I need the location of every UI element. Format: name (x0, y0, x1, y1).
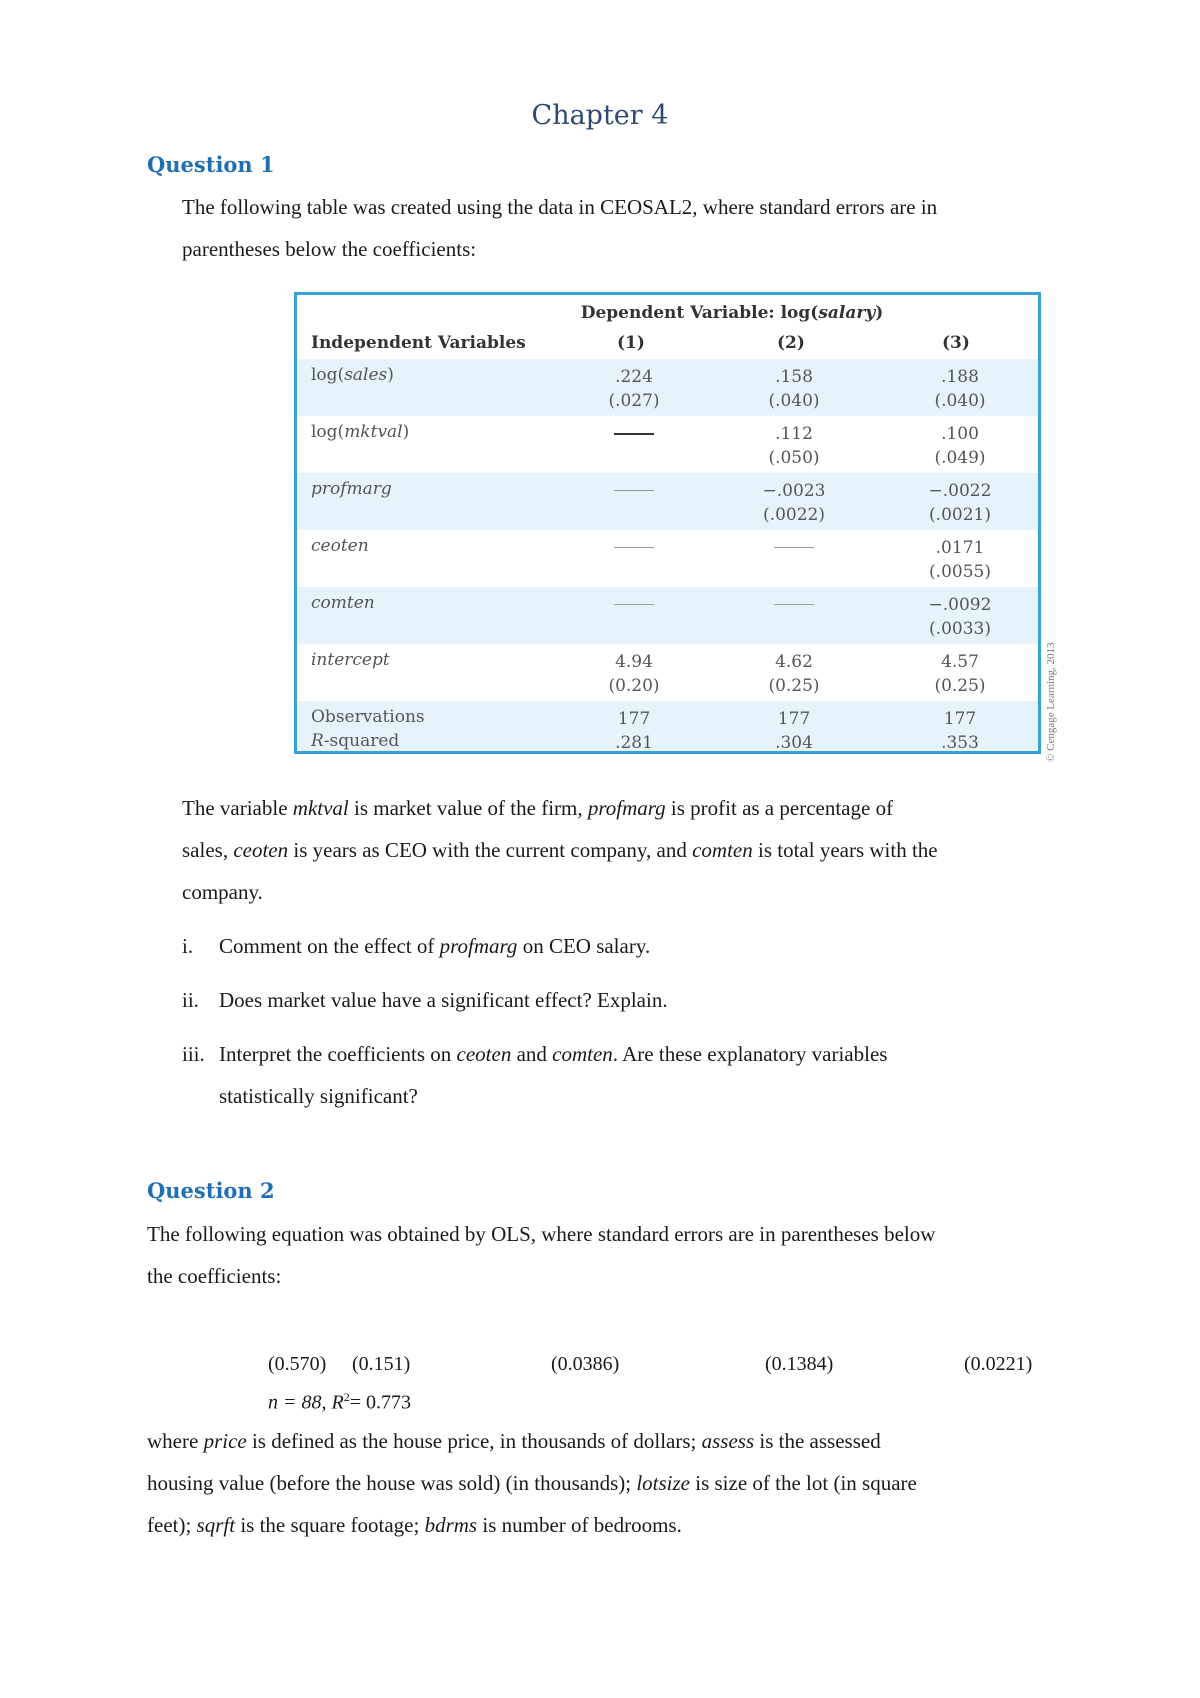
r2-value: = 0.773 (349, 1391, 411, 1414)
col-header-1: (1) (617, 333, 645, 353)
obs-1: 177 (617, 709, 651, 729)
table-row (297, 587, 1038, 644)
t: is the assessed (754, 1429, 881, 1453)
item-num-iii: iii. (182, 1042, 205, 1066)
copyright-credit: © Cengage Learning, 2013 (1045, 642, 1057, 762)
var-lotsize: lotsize (636, 1471, 690, 1495)
q1-desc-line2 (182, 829, 1062, 871)
table-row (297, 473, 1038, 530)
coef-3: .100 (941, 424, 979, 444)
empty-cell-dash (614, 547, 654, 548)
independent-variables-header: Independent Variables (311, 333, 526, 353)
empty-cell-dash (614, 604, 654, 605)
dep-prefix: Dependent Variable: log( (580, 303, 819, 323)
coef-3: −.0022 (928, 481, 992, 501)
table-row (297, 530, 1038, 587)
item-num-i: i. (182, 934, 194, 958)
question-2-heading: Question 2 (147, 1178, 275, 1203)
question-1-heading: Question 1 (147, 152, 275, 177)
observations-label: Observations (311, 707, 425, 727)
se-3: (.0021) (929, 505, 991, 525)
var-assess: assess (701, 1429, 755, 1453)
item-i-text (219, 925, 650, 967)
t: is number of bedrooms. (477, 1513, 682, 1537)
table-row (297, 644, 1038, 701)
t: . Are these explanatory variables (612, 1042, 888, 1066)
coef-3: −.0092 (928, 595, 992, 615)
var-comten: comten (692, 838, 753, 862)
t: on CEO salary. (517, 934, 651, 958)
q1-desc-line3: company. (182, 880, 263, 904)
r2-superscript: 2 (343, 1390, 350, 1404)
t: The variable (182, 796, 293, 820)
row-label-intercept: intercept (311, 650, 390, 670)
se-3: (.040) (934, 391, 986, 411)
var-mktval: mktval (292, 796, 349, 820)
se-sqrft: (0.1384) (765, 1353, 834, 1375)
q2-desc-line2 (147, 1462, 1062, 1504)
fit-statistics (268, 1390, 411, 1415)
coef-2: .158 (775, 367, 813, 387)
t: is the square footage; (235, 1513, 425, 1537)
se-2: (.050) (768, 448, 820, 468)
empty-cell-dash (774, 604, 814, 605)
chapter-title: Chapter 4 (531, 100, 669, 131)
var-profmarg: profmarg (439, 934, 518, 958)
var-ceoten: ceoten (456, 1042, 512, 1066)
t: is years as CEO with the current company, and (288, 838, 693, 862)
t: sales, (182, 838, 234, 862)
col-header-2: (2) (777, 333, 805, 353)
se-lotsize: (0.0386) (551, 1353, 620, 1375)
coef-3: .0171 (935, 538, 985, 558)
dependent-variable-label (527, 303, 937, 323)
t: is profit as a percentage of (665, 796, 894, 820)
var-price: price (203, 1429, 247, 1453)
t: Interpret the coefficients on (219, 1042, 457, 1066)
var-ceoten: ceoten (233, 838, 289, 862)
coef-1: 4.94 (615, 652, 653, 672)
se-1: (0.20) (608, 676, 660, 696)
table-header (297, 295, 1038, 361)
coef-2: 4.62 (775, 652, 813, 672)
t: feet); (147, 1513, 197, 1537)
t: is size of the lot (in square (690, 1471, 917, 1495)
se-2: (0.25) (768, 676, 820, 696)
table-row (297, 416, 1038, 473)
se-1: (.027) (608, 391, 660, 411)
q1-desc-line1 (182, 787, 1062, 829)
table-row (297, 359, 1038, 416)
item-ii-text: Does market value have a significant effect? Explain. (219, 988, 668, 1012)
q2-desc-line3 (147, 1504, 1062, 1546)
se-intercept: (0.570) (268, 1353, 327, 1375)
empty-cell-dash (614, 433, 654, 435)
row-label-ceoten: ceoten (311, 536, 369, 556)
coef-1: .224 (615, 367, 653, 387)
var-bdrms: bdrms (424, 1513, 478, 1537)
q2-intro-line2: the coefficients: (147, 1264, 282, 1288)
row-label-log-mktval: log(mktval) (311, 422, 410, 442)
coef-3: .188 (941, 367, 979, 387)
row-label-comten: comten (311, 593, 375, 613)
r-squared-label: R-squared (311, 731, 400, 751)
t: is market value of the firm, (348, 796, 588, 820)
coef-3: 4.57 (941, 652, 979, 672)
q2-desc-line1 (147, 1420, 1062, 1462)
se-3: (0.25) (934, 676, 986, 696)
q2-intro-line1: The following equation was obtained by OLS, where standard errors are in parentheses below (147, 1222, 936, 1246)
var-profmarg: profmarg (587, 796, 666, 820)
obs-3: 177 (943, 709, 977, 729)
q1-intro-line1: The following table was created using the data in CEOSAL2, where standard errors are in (182, 195, 938, 219)
col-header-3: (3) (942, 333, 970, 353)
q1-intro-line2: parentheses below the coefficients: (182, 237, 477, 261)
se-3: (.0033) (929, 619, 991, 639)
obs-2: 177 (777, 709, 811, 729)
se-3: (.0055) (929, 562, 991, 582)
row-label-log-sales: log(sales) (311, 365, 394, 385)
se-3: (.049) (934, 448, 986, 468)
t: is total years with the (752, 838, 938, 862)
coef-2: −.0023 (762, 481, 826, 501)
coef-2: .112 (775, 424, 813, 444)
r2-3: .353 (941, 733, 979, 753)
t: housing value (before the house was sold) (in thousands); (147, 1471, 637, 1495)
r2-symbol: R (331, 1391, 344, 1414)
se-2: (.040) (768, 391, 820, 411)
empty-cell-dash (614, 490, 654, 491)
r2-2: .304 (775, 733, 813, 753)
item-iii-text (219, 1033, 1062, 1075)
regression-table (294, 292, 1041, 754)
var-comten: comten (552, 1042, 613, 1066)
se-assess: (0.151) (352, 1353, 411, 1375)
se-2: (.0022) (763, 505, 825, 525)
r2-1: .281 (615, 733, 653, 753)
dep-var: salary (818, 303, 876, 323)
t: is defined as the house price, in thousands of dollars; (246, 1429, 702, 1453)
se-bdrms: (0.0221) (964, 1353, 1033, 1375)
row-label-profmarg: profmarg (311, 479, 392, 499)
t: and (511, 1042, 553, 1066)
item-iii-cont: statistically significant? (219, 1084, 418, 1108)
table-row (297, 701, 1038, 751)
var-sqrft: sqrft (196, 1513, 236, 1537)
n-stat: n = 88, (268, 1391, 332, 1414)
t: where (147, 1429, 204, 1453)
dep-suffix: ) (875, 303, 884, 323)
empty-cell-dash (774, 547, 814, 548)
item-num-ii: ii. (182, 988, 199, 1012)
t: Comment on the effect of (219, 934, 440, 958)
